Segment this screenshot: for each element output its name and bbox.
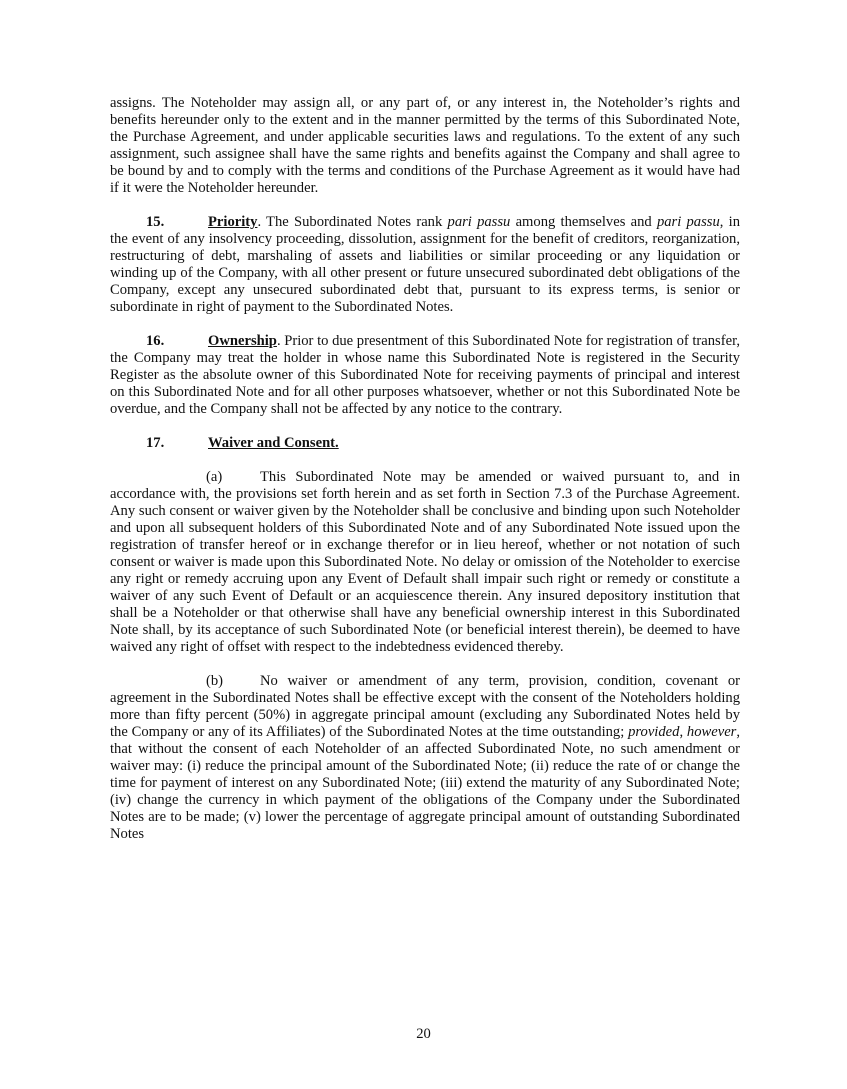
italic-term: pari passu	[656, 214, 720, 230]
section-number: 15.	[146, 214, 165, 230]
page-number: 20	[416, 1026, 431, 1042]
section-number: 17.	[146, 435, 165, 451]
section-text: . The Subordinated Notes rank	[257, 214, 448, 230]
section-text: . Prior to due presentment of this Subordinated Note for registration of transfer, the Company may treat the holder in whose name this Subordinated Note is registered in the Security Register as the absolute owner of this Subordinated Note for receiving payments of principal and interest on this Subordinated Note and for all other purposes whatsoever, whether or not this Subordinated Note be overdue, and the Company shall not be affected by any notice to the contrary.	[110, 333, 740, 417]
subsection-text: , that without the consent of each Noteholder of an affected Subordinated Note, no such amendment or waiver may: (i) reduce the principal amount of the Subordinated Note; (ii) reduce the rate of or change the time for payment of interest on any Subordinated Note; (iii) extend the maturity of any Subordinated Note; (iv) change the currency in which payment of the obligations of the Company under the Subordinated Notes are to be made; (v) lower the percentage of aggregate principal amount of outstanding Subordinated Notes	[110, 724, 741, 842]
section-title-suffix: .	[335, 435, 339, 451]
italic-term: provided	[628, 724, 680, 740]
intro-paragraph: assigns. The Noteholder may assign all, or any part of, or any interest in, the Noteholder’s rights and benefits hereunder only to the extent and in the manner permitted by the terms of this Subordinated Note, the Purchase Agreement, and under applicable securities laws and regulations. To the extent of any such assignment, such assignee shall have the same rights and benefits against the Company and shall agree to be bound by and to comply with the terms and conditions of the Purchase Agreement as it would have had if it were the Noteholder hereunder.	[110, 95, 740, 196]
section-text: , in the event of any insolvency proceeding, dissolution, assignment for the benefit of creditors, reorganization, restructuring of debt, marshaling of assets and liabilities or similar proceeding or any liquidation or winding up of the Company, with all other present or future unsecured subordinated debt obligations of the Company, except any unsecured subordinated debt that, pursuant to its express terms, is senior or subordinate in right of payment to the Subordinated Notes.	[110, 214, 741, 315]
section-title: Waiver and Consent	[208, 435, 336, 451]
italic-term: however	[686, 724, 737, 740]
section-17a	[110, 469, 740, 656]
italic-term: pari passu	[447, 214, 511, 230]
subsection-text: No waiver or amendment of any term, provision, condition, covenant or agreement in the Subordinated Notes shall be effective except with the consent of the Noteholders holding more than fifty percent (50%) in aggregate principal amount (excluding any Subordinated Notes held by the Company or any of its Affiliates) of the Subordinated Notes at the time outstanding;	[110, 673, 740, 740]
subsection-text: ,	[679, 724, 687, 740]
section-text: among themselves and	[510, 214, 657, 230]
subsection-label: (a)	[206, 469, 223, 485]
document-page	[110, 95, 740, 860]
section-16-ownership	[110, 333, 740, 418]
section-number: 16.	[146, 333, 165, 349]
section-title: Priority	[208, 214, 258, 230]
subsection-text: This Subordinated Note may be amended or waived pursuant to, and in accordance with, the provisions set forth herein and as set forth in Section 7.3 of the Purchase Agreement. Any such consent or waiver given by the Noteholder shall be conclusive and binding upon such Noteholder and upon all subsequent holders of this Subordinated Note and of any Subordinated Note issued upon the registration of transfer hereof or in exchange therefor or in lieu hereof, whether or not notation of such consent or waiver is made upon this Subordinated Note. No delay or omission of the Noteholder to exercise any right or remedy accruing upon any Event of Default shall impair such right or remedy or constitute a waiver of any such Event of Default or an acquiescence therein. Any insured depository institution that shall be a Noteholder or that otherwise shall have any beneficial ownership interest in this Subordinated Note shall, by its acceptance of such Subordinated Note (or beneficial interest therein), be deemed to have waived any right of offset with respect to the indebtedness evidenced thereby.	[110, 469, 740, 655]
section-title: Ownership	[208, 333, 277, 349]
section-17-heading	[110, 435, 740, 452]
section-17b	[110, 673, 740, 843]
section-15-priority	[110, 214, 740, 316]
subsection-label: (b)	[206, 673, 224, 689]
